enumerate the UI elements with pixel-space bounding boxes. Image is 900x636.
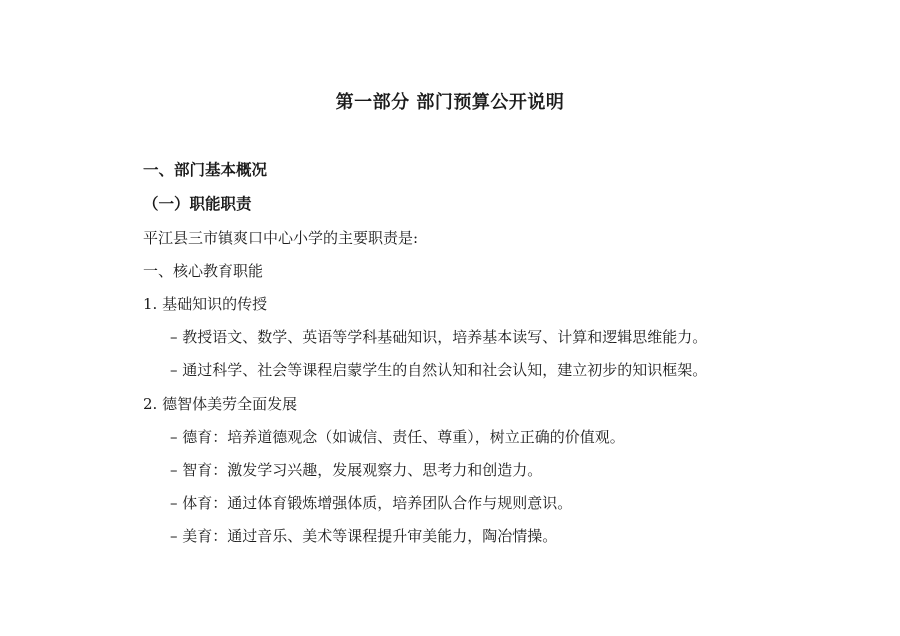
part-one-heading: 一、核心教育职能: [143, 262, 264, 280]
list-item-1-bullet: – 通过科学、社会等课程启蒙学生的自然认知和社会认知，建立初步的知识框架。: [170, 361, 708, 379]
list-item-2-bullet: – 德育：培养道德观念（如诚信、责任、尊重），树立正确的价值观。: [170, 428, 625, 446]
list-item-1-bullet: – 教授语文、数学、英语等学科基础知识，培养基本读写、计算和逻辑思维能力。: [170, 328, 708, 346]
list-item-2-bullet: – 美育：通过音乐、美术等课程提升审美能力，陶冶情操。: [170, 527, 558, 545]
list-item-1: 1. 基础知识的传授: [143, 295, 268, 313]
list-item-2-bullet: – 智育：激发学习兴趣，发展观察力、思考力和创造力。: [170, 461, 543, 479]
subsection-heading: （一）职能职责: [143, 195, 252, 213]
list-item-2: 2. 德智体美劳全面发展: [143, 395, 298, 413]
section-heading: 一、部门基本概况: [143, 161, 268, 179]
list-item-2-bullet: – 体育：通过体育锻炼增强体质，培养团队合作与规则意识。: [170, 494, 573, 512]
document-title: 第一部分 部门预算公开说明: [335, 92, 565, 113]
intro-text: 平江县三市镇爽口中心小学的主要职责是:: [143, 229, 419, 247]
